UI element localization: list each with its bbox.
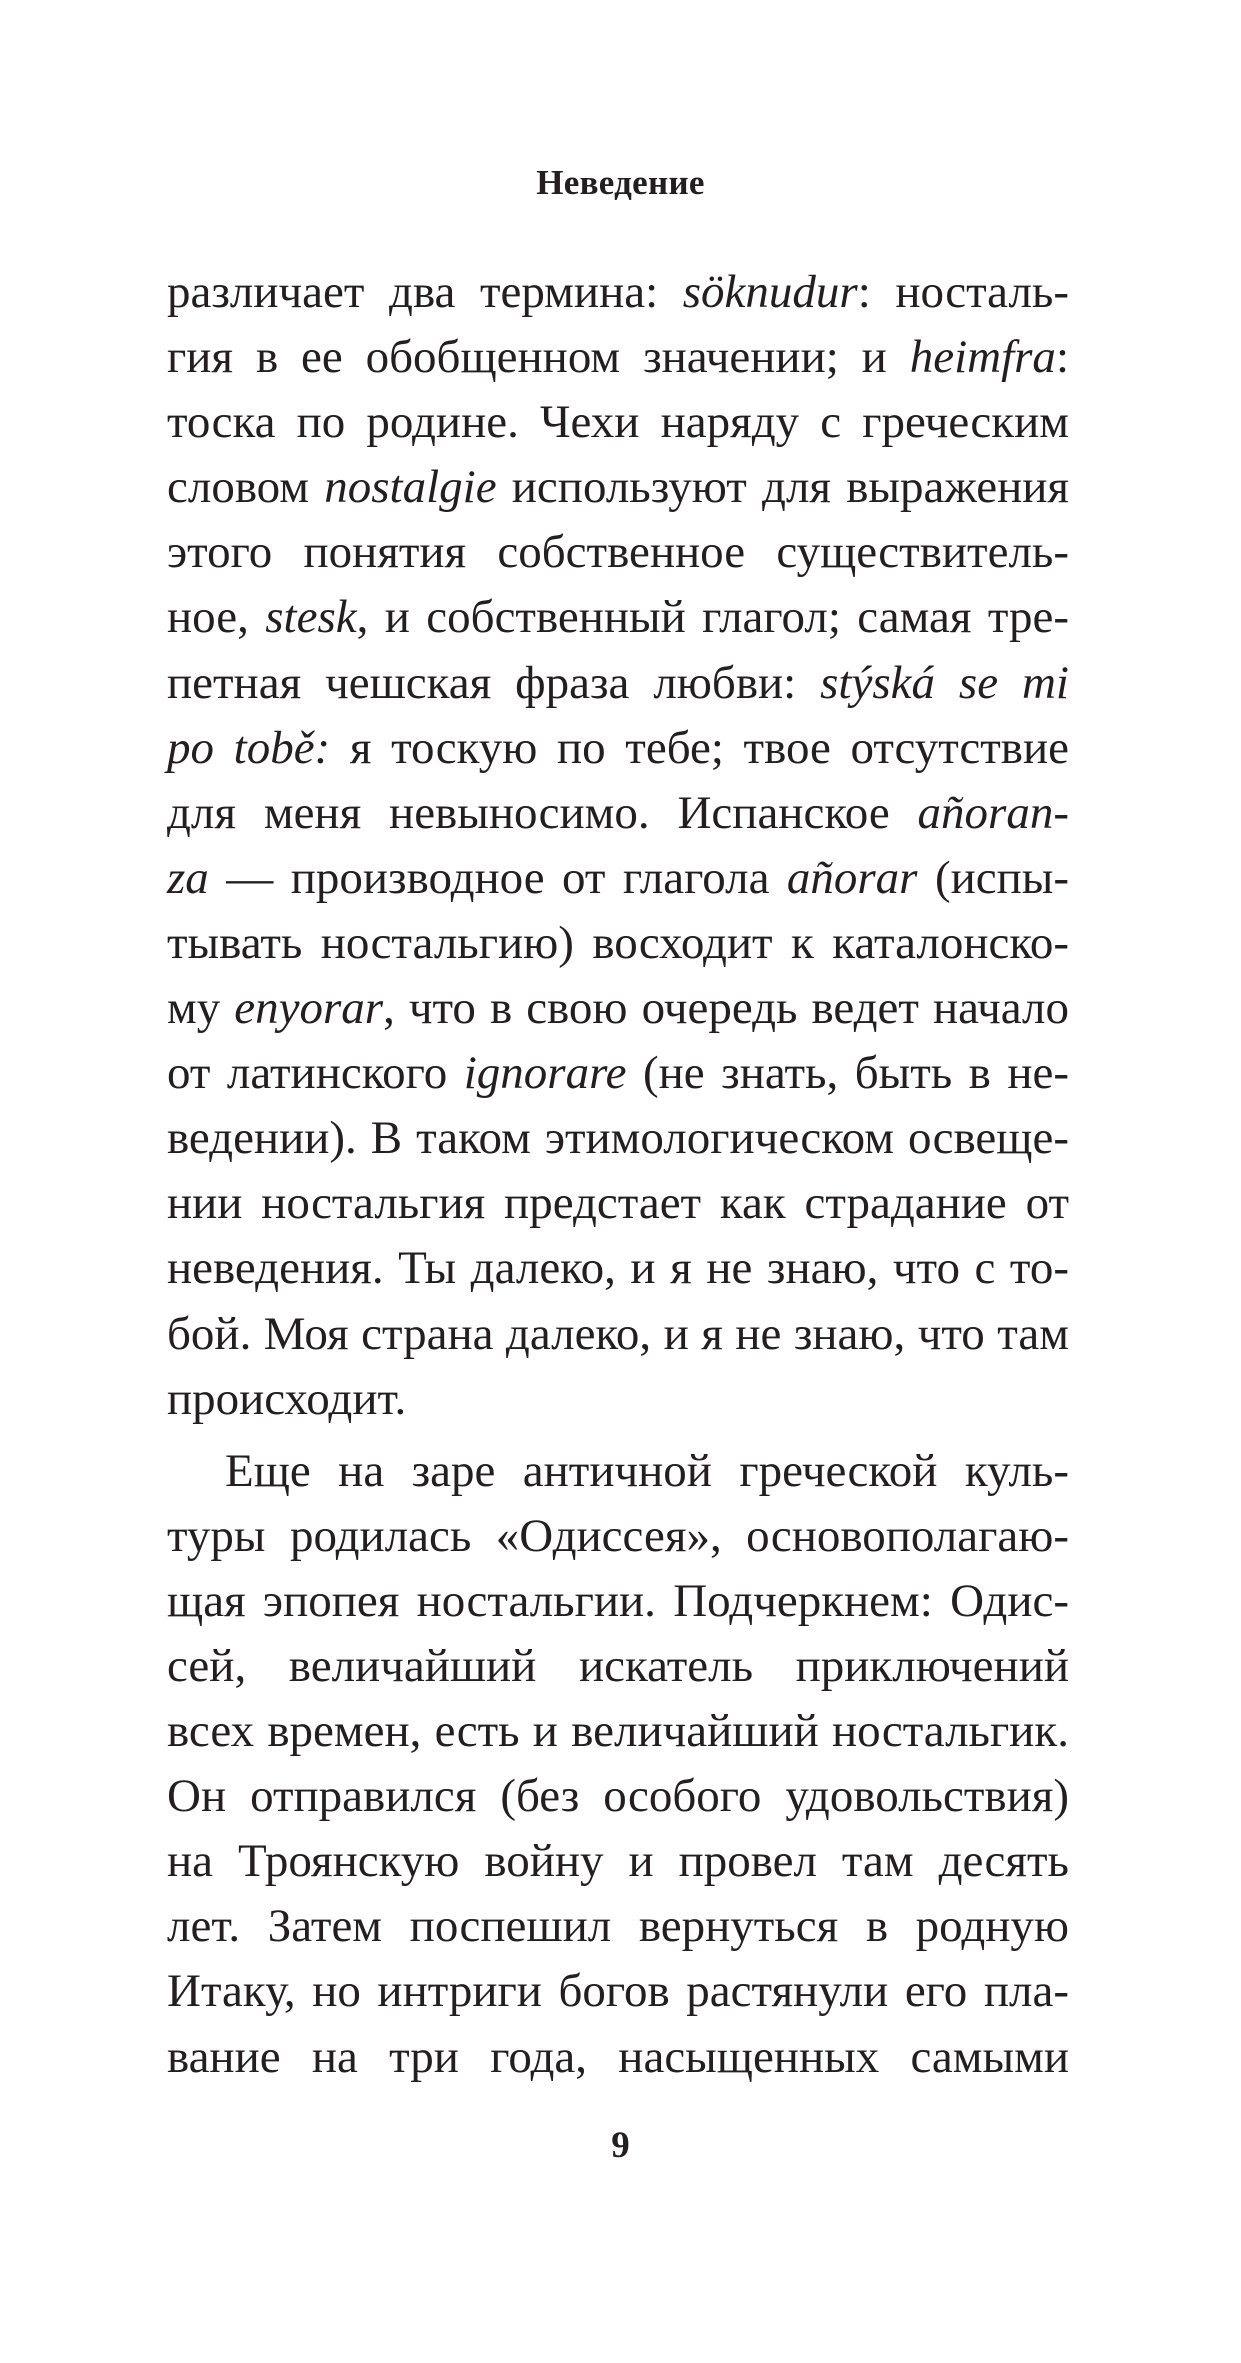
- text-line: от латинского ignorare (не знать, быть в не-: [167, 1047, 1069, 1100]
- text-line: щая эпопея ностальгии. Подчеркнем: Одис-: [167, 1574, 1069, 1627]
- text-line: му enyorar, что в свою очередь ведет начало: [167, 982, 1069, 1035]
- body-text: [167, 260, 1069, 2090]
- text-line: гия в ее обобщенном значении; и heimfra:: [167, 331, 1069, 384]
- text-line: всех времен, есть и величайший ностальгик.: [167, 1705, 1069, 1758]
- text-line: ведении). В таком этимологическом освеще-: [167, 1112, 1069, 1165]
- text-line: Еще на заре античной греческой куль-: [225, 1444, 1069, 1497]
- text-line: происходит.: [167, 1372, 407, 1425]
- paragraph-1: [167, 260, 1069, 1432]
- text-line: сей, величайший искатель приключений: [167, 1639, 1069, 1692]
- page-number: 9: [611, 2125, 630, 2166]
- text-line: Он отправился (без особого удовольствия): [167, 1770, 1069, 1823]
- text-line: вание на три года, насыщенных самыми: [167, 2030, 1069, 2083]
- text-line: za — производное от глагола añorar (испы-: [167, 851, 1069, 904]
- text-line: бой. Моя страна далеко, и я не знаю, что там: [167, 1307, 1069, 1360]
- text-line: для меня невыносимо. Испанское añoran-: [167, 786, 1069, 839]
- running-head: Неведение: [536, 163, 705, 202]
- text-line: лет. Затем поспешил вернуться в родную: [167, 1900, 1069, 1953]
- text-line: po tobě: я тоскую по тебе; твое отсутствие: [167, 721, 1069, 774]
- text-line: ное, stesk, и собственный глагол; самая тре-: [167, 591, 1069, 644]
- text-line: петная чешская фраза любви: stýská se mi: [167, 656, 1069, 709]
- text-line: различает два термина: söknudur: носталь-: [167, 266, 1069, 318]
- text-line: туры родилась «Одиссея», основополагаю-: [167, 1509, 1069, 1562]
- text-line: Итаку, но интриги богов растянули его пла-: [167, 1965, 1069, 2018]
- text-line: нии ностальгия предстает как страдание от: [167, 1177, 1069, 1230]
- text-line: неведения. Ты далеко, и я не знаю, что с то-: [167, 1242, 1069, 1295]
- text-line: тоска по родине. Чехи наряду с греческим: [167, 396, 1069, 449]
- text-line: этого понятия собственное существитель-: [167, 526, 1069, 579]
- text-line: тывать ностальгию) восходит к каталонско-: [167, 916, 1069, 969]
- text-line: на Троянскую войну и провел там десять: [167, 1835, 1069, 1888]
- paragraph-2: [167, 1439, 1069, 2090]
- text-line: словом nostalgie используют для выражения: [167, 461, 1069, 514]
- paragraph-gap: [167, 1432, 1069, 1439]
